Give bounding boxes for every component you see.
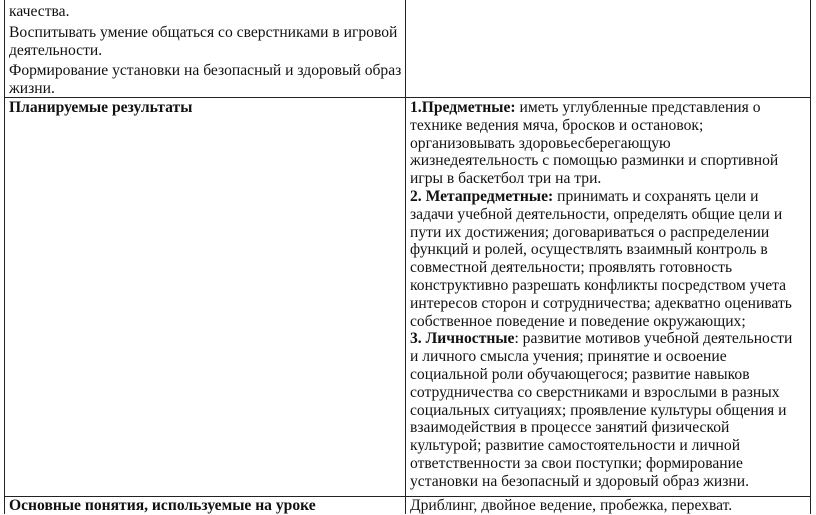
planned-results-content — [410, 99, 808, 491]
personal-results-line: и личного смысла учения; принятие и освоение — [410, 348, 727, 366]
meta-results-line: задачи учебной деятельности, определять общие цели и — [410, 205, 783, 223]
key-concepts-value: Дриблинг, двойное ведение, пробежка, перехват. — [410, 497, 733, 514]
planned-results-label: Планируемые результаты — [9, 99, 193, 116]
subject-results-line: игры в баскетбол три на три. — [410, 170, 602, 188]
meta-results-heading: 2. Метапредметные: — [410, 187, 554, 205]
subject-results-first-text: иметь углубленные представления о — [515, 99, 761, 116]
subject-results-line: организовывать здоровьесберегающую — [410, 134, 671, 152]
subject-results-line: технике ведения мяча, бросков и остановок; — [410, 116, 704, 134]
personal-results-line: социальной роли обучающегося; развитие навыков — [410, 365, 750, 383]
meta-results-line: совместной деятельности; проявлять готовность — [410, 259, 733, 277]
meta-results-line: функций и ролей, осуществлять взаимный контроль в — [410, 241, 768, 259]
goals-line-2a: Воспитывать умение общаться со сверстниками в игровой — [9, 23, 398, 41]
meta-results-line: интересов сторон и сотрудничества; адекватно оценивать — [410, 294, 792, 312]
key-concepts-label: Основные понятия, используемые на уроке — [9, 497, 316, 514]
meta-results-first-text: принимать и сохранять цели и — [553, 187, 759, 205]
personal-results-line: взаимодействия в процессе занятий физической — [410, 419, 730, 437]
subject-results-heading: 1.Предметные: — [410, 99, 516, 116]
personal-results-line: установки на безопасный и здоровый образ жизни. — [410, 472, 749, 490]
personal-results-line: культурой; развитие самостоятельности и личной — [410, 437, 741, 455]
goals-line-1: качества. — [9, 3, 70, 20]
goals-cell — [9, 3, 401, 98]
personal-results-line: ответственности за свои поступки; формирование — [410, 454, 743, 472]
personal-results-line: социальных ситуациях; проявление культуры общения и — [410, 401, 787, 419]
personal-results-heading: 3. Личностные — [410, 330, 515, 348]
goals-line-2b: деятельности. — [9, 41, 103, 59]
meta-results-first-line — [410, 188, 808, 206]
meta-results-line: собственное поведение и поведение окружающих; — [410, 312, 746, 330]
subject-results-line: жизнедеятельность с помощью разминки и спортивной — [410, 152, 779, 170]
table-left-border — [4, 0, 5, 514]
meta-results-line: пути их достижения; договариваться о распределении — [410, 223, 770, 241]
personal-results-first-text: : развитие мотивов учебной деятельности — [514, 330, 793, 348]
table-right-border — [810, 0, 811, 514]
subject-results-first-line — [410, 99, 808, 117]
goals-line-3b: жизни. — [9, 80, 55, 98]
table-column-divider — [405, 0, 406, 514]
meta-results-line: конструктивно разрешать конфликты посредством учета — [410, 276, 787, 294]
personal-results-first-line — [410, 330, 808, 348]
personal-results-line: сотрудничества со сверстниками и взрослыми в разных — [410, 383, 780, 401]
goals-line-3a: Формирование установки на безопасный и здоровый образ — [9, 62, 402, 80]
